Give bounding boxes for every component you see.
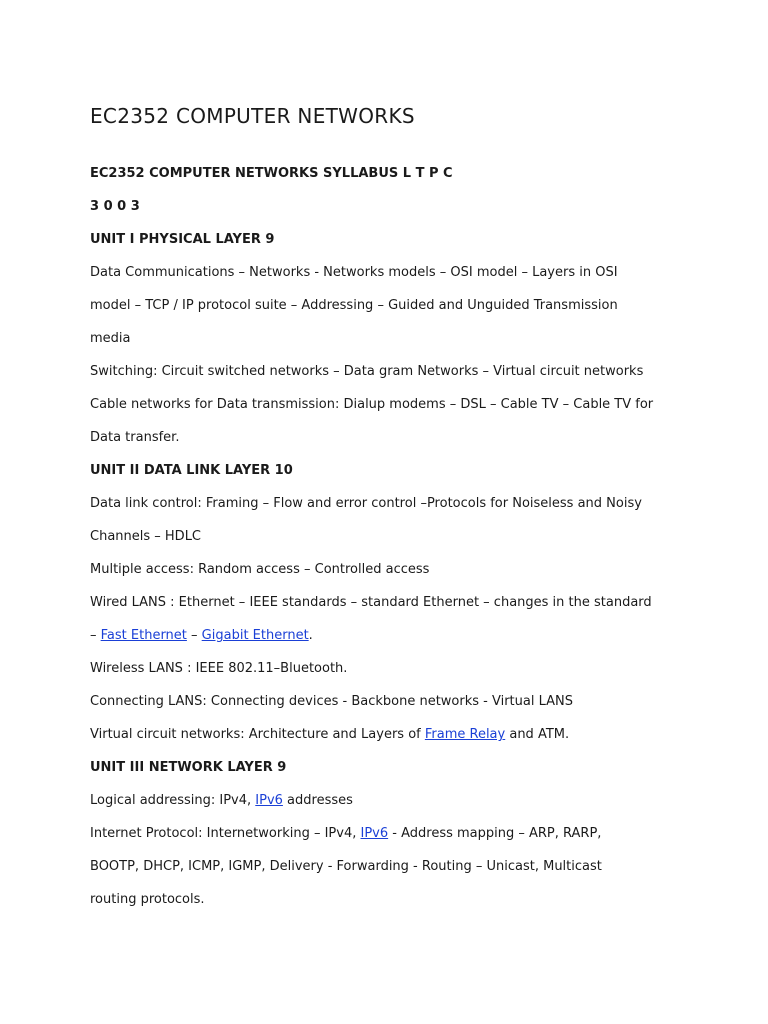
frame-relay-link[interactable]: Frame Relay bbox=[424, 727, 506, 742]
unit1-line-4: Switching: Circuit switched networks – Data gram Networks – Virtual circuit networks bbox=[90, 364, 644, 379]
unit2-line-6: Wireless LANS : IEEE 802.11–Bluetooth. bbox=[90, 661, 348, 676]
unit2-line-8-suffix: and ATM. bbox=[505, 727, 570, 742]
unit1-line-1: Data Communications – Networks - Networks models – OSI model – Layers in OSI bbox=[90, 265, 618, 280]
syllabus-header: EC2352 COMPUTER NETWORKS SYLLABUS L T P C bbox=[90, 166, 453, 181]
ipv6-link[interactable]: IPv6 bbox=[255, 793, 283, 808]
unit3-line-2-suffix: - Address mapping – ARP, RARP, bbox=[388, 826, 602, 841]
unit2-line-4: Wired LANS : Ethernet – IEEE standards – standard Ethernet – changes in the standard bbox=[90, 595, 652, 610]
unit2-line-7: Connecting LANS: Connecting devices - Backbone networks - Virtual LANS bbox=[90, 694, 574, 709]
unit2-line-5-prefix: – bbox=[90, 628, 101, 643]
unit3-line-3: BOOTP, DHCP, ICMP, IGMP, Delivery - Forwarding - Routing – Unicast, Multicast bbox=[90, 859, 602, 874]
fast-ethernet-link[interactable]: Fast Ethernet bbox=[100, 628, 187, 643]
unit2-line-8-prefix: Virtual circuit networks: Architecture and Layers of bbox=[90, 727, 425, 742]
unit3-line-2 bbox=[90, 826, 601, 842]
unit1-line-6: Data transfer. bbox=[90, 430, 180, 445]
ipv6-link-2[interactable]: IPv6 bbox=[360, 826, 389, 841]
unit2-line-5 bbox=[90, 628, 313, 644]
unit2-line-3: Multiple access: Random access – Controlled access bbox=[90, 562, 430, 577]
document-title: EC2352 COMPUTER NETWORKS bbox=[90, 104, 415, 128]
unit3-line-1-suffix: addresses bbox=[282, 793, 353, 808]
unit2-line-2: Channels – HDLC bbox=[90, 529, 202, 544]
unit2-line-1: Data link control: Framing – Flow and error control –Protocols for Noiseless and Noisy bbox=[90, 496, 642, 511]
unit3-heading: UNIT III NETWORK LAYER 9 bbox=[90, 760, 287, 775]
unit3-line-2-prefix: Internet Protocol: Internetworking – IPv4, bbox=[90, 826, 361, 841]
unit3-line-1-prefix: Logical addressing: IPv4, bbox=[90, 793, 256, 808]
unit2-heading: UNIT II DATA LINK LAYER 10 bbox=[90, 463, 293, 478]
unit1-line-5: Cable networks for Data transmission: Dialup modems – DSL – Cable TV – Cable TV for bbox=[90, 397, 654, 412]
unit2-line-8 bbox=[90, 727, 569, 743]
ltpc-values: 3 0 0 3 bbox=[90, 199, 140, 214]
unit2-line-5-separator: – bbox=[186, 628, 202, 643]
gigabit-ethernet-link[interactable]: Gigabit Ethernet bbox=[201, 628, 309, 643]
unit1-line-3: media bbox=[90, 331, 131, 346]
unit3-line-4: routing protocols. bbox=[90, 892, 205, 907]
unit3-line-1 bbox=[90, 793, 353, 809]
unit2-line-5-suffix: . bbox=[308, 628, 313, 643]
unit1-line-2: model – TCP / IP protocol suite – Addressing – Guided and Unguided Transmission bbox=[90, 298, 618, 313]
unit1-heading: UNIT I PHYSICAL LAYER 9 bbox=[90, 232, 275, 247]
